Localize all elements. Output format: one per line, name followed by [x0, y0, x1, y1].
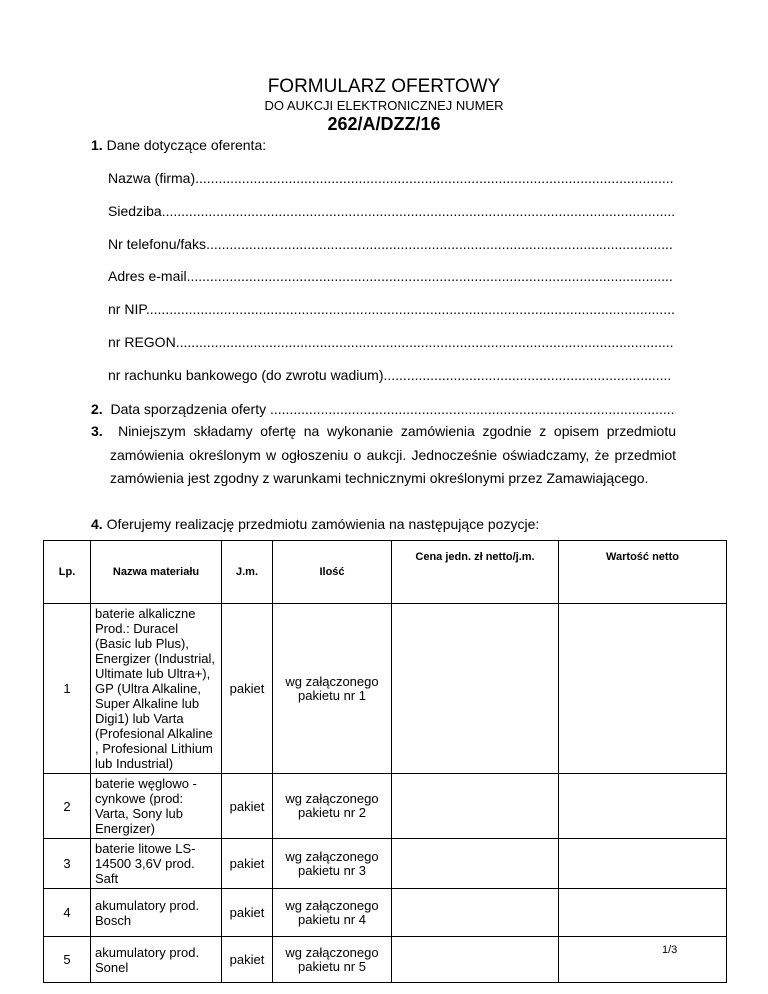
section-4-heading: [91, 516, 676, 532]
cell-value-input[interactable]: [559, 937, 727, 983]
cell-price-input[interactable]: [392, 937, 559, 983]
cell-name: baterie litowe LS-14500 3,6V prod. Saft: [91, 839, 222, 889]
section-4-number: 4.: [91, 516, 103, 532]
cell-qty: wg załączonego pakietu nr 5: [273, 937, 392, 983]
cell-lp: 2: [44, 774, 91, 839]
header-lp: Lp.: [44, 541, 91, 604]
cell-value-input[interactable]: [559, 604, 727, 774]
cell-unit: pakiet: [222, 774, 273, 839]
offer-table: [43, 540, 727, 983]
field-label: Adres e-mail: [108, 268, 187, 284]
cell-price-input[interactable]: [392, 604, 559, 774]
table-row: [44, 889, 727, 937]
cell-name: akumulatory prod. Sonel: [91, 937, 222, 983]
cell-qty: wg załączonego pakietu nr 2: [273, 774, 392, 839]
form-subtitle: DO AUKCJI ELEKTRONICZNEJ NUMER: [264, 98, 504, 113]
field-company-name[interactable]: [108, 170, 674, 186]
table-row: [44, 774, 727, 839]
cell-lp: 1: [44, 604, 91, 774]
section-1-label: Dane dotyczące oferenta:: [106, 137, 267, 153]
cell-lp: 4: [44, 889, 91, 937]
section-2-label: Data sporządzenia oferty: [110, 401, 270, 417]
section-3-text: Niniejszym składamy ofertę na wykonanie zamówienia zgodnie z opisem przedmiotu zamówienia określonym w ogłoszeniu o aukcji. Jednocześnie oświadczamy, że przedmiot zamówienia jest zgodny z warunkami technicznymi określonymi przez Zamawiającego.: [110, 423, 677, 486]
cell-price-input[interactable]: [392, 889, 559, 937]
header-unit: J.m.: [222, 541, 273, 604]
cell-qty: wg załączonego pakietu nr 4: [273, 889, 392, 937]
section-1-heading: [91, 137, 266, 153]
table-header-row: [44, 541, 727, 604]
auction-number: 262/A/DZZ/16: [327, 114, 441, 134]
cell-name: baterie alkaliczne Prod.: Duracel (Basic lub Plus), Energizer (Industrial, Ultimate lub Ultra+), GP (Ultra Alkaline, Super Alkaline lub Digi1) lub Varta (Profesional Alkaline , Profesional Lithium lub Industrial): [91, 604, 222, 774]
header-name: Nazwa materiału: [91, 541, 222, 604]
cell-unit: pakiet: [222, 604, 273, 774]
cell-unit: pakiet: [222, 889, 273, 937]
table-row: [44, 839, 727, 889]
field-label: nr REGON: [108, 334, 176, 350]
form-title: FORMULARZ OFERTOWY: [267, 76, 501, 97]
cell-name: akumulatory prod. Bosch: [91, 889, 222, 937]
header-qty: Ilość: [273, 541, 392, 604]
cell-unit: pakiet: [222, 839, 273, 889]
field-nip[interactable]: [108, 301, 674, 317]
cell-unit: pakiet: [222, 937, 273, 983]
cell-value-input[interactable]: [559, 889, 727, 937]
table-row: [44, 604, 727, 774]
cell-lp: 3: [44, 839, 91, 889]
cell-qty: wg załączonego pakietu nr 3: [273, 839, 392, 889]
field-email[interactable]: [108, 268, 674, 284]
header-value: Wartość netto: [559, 541, 727, 604]
section-1-number: 1.: [91, 137, 103, 153]
section-3-number: 3.: [91, 423, 103, 439]
field-phone-fax[interactable]: [108, 236, 674, 252]
section-4-label: Oferujemy realizację przedmiotu zamówienia na następujące pozycje:: [106, 516, 540, 532]
cell-lp: 5: [44, 937, 91, 983]
cell-name: baterie węglowo - cynkowe (prod: Varta, Sony lub Energizer): [91, 774, 222, 839]
field-label: nr rachunku bankowego (do zwrotu wadium): [108, 367, 384, 383]
field-label: Siedziba: [108, 203, 162, 219]
field-regon[interactable]: [108, 334, 674, 350]
page-number: 1/3: [662, 944, 678, 956]
section-2-number: 2.: [91, 401, 103, 417]
field-seat[interactable]: [108, 203, 674, 219]
cell-price-input[interactable]: [392, 839, 559, 889]
cell-price-input[interactable]: [392, 774, 559, 839]
field-label: nr NIP: [108, 301, 146, 317]
cell-value-input[interactable]: [559, 839, 727, 889]
header-price: Cena jedn. zł netto/j.m.: [392, 541, 559, 604]
field-label: Nazwa (firma): [108, 170, 196, 186]
field-label: Nr telefonu/faks: [108, 236, 207, 252]
cell-qty: wg załączonego pakietu nr 1: [273, 604, 392, 774]
field-bank-account[interactable]: [108, 367, 672, 383]
table-row: [44, 937, 727, 983]
cell-value-input[interactable]: [559, 774, 727, 839]
section-2-date[interactable]: [91, 401, 676, 417]
section-3-statement: [91, 420, 676, 491]
